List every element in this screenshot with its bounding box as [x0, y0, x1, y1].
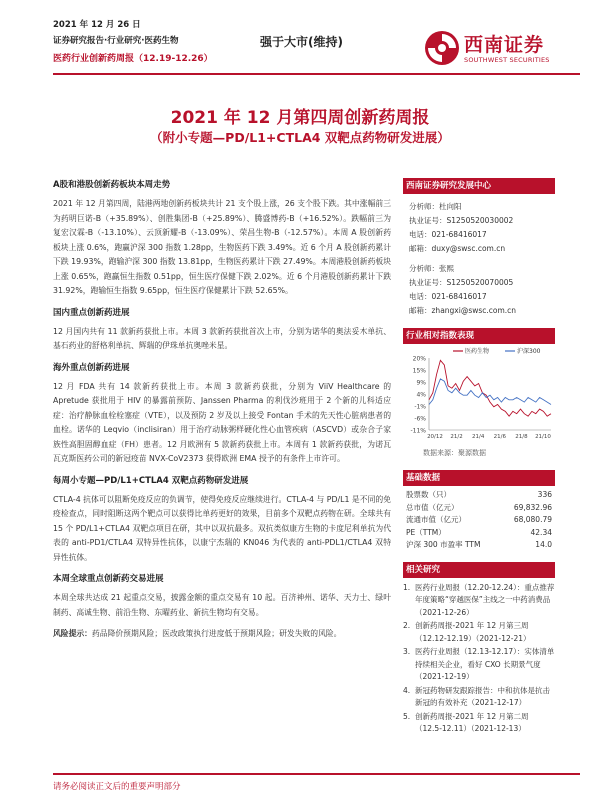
analyst-card: [403, 262, 555, 318]
analyst-cert: 执业证号：S1250520070005: [409, 278, 514, 287]
analyst-phone: 电话：021-68416017: [409, 292, 487, 301]
legend-label: 医药生物: [465, 348, 490, 355]
y-tick-label: 20%: [412, 355, 426, 363]
y-tick-label: 9%: [416, 379, 426, 387]
related-list: [403, 582, 555, 736]
stats-row: [406, 514, 555, 527]
stats-label: PE（TTM）: [406, 527, 446, 537]
report-subtitle: （附小专题—PD/L1+CTLA4 双靶点药物研发进展）: [150, 130, 450, 145]
legend-label: 沪深300: [517, 348, 541, 355]
report-title: 2021 年 12 月第四周创新药周报: [170, 108, 430, 128]
risk-label: 风险提示：: [53, 629, 92, 638]
main-content: [53, 178, 391, 649]
section-paragraph: 12 月 FDA 共有 14 款新药获批上市。本周 3 款新药获批，分别为 ViiV Healthcare 的 Apretude 获批用于 HIV 的暴露前预防、Janssen Pharma 的利伐沙班用于 2 个新的儿科适应症：治疗静脉血栓栓塞症（VTE），以及预防 2 岁及以上接受 Fontan 手术的先天性心脏病患者的血栓。诺华的 Leqvio（inclisiran）用于治疗动脉粥样硬化性心血管疾病（ASCVD）或杂合子家族性高胆固醇血症（FH）患者。12 月欧洲有 5 款新药获批上市。本周有 1 款新药获批，为诺瓦瓦克斯医药公司的新冠疫苗 NVX-CoV2373 获得欧洲 EMA 授予的有条件上市许可。: [53, 381, 391, 463]
stats-value: 42.34: [530, 527, 552, 537]
stats-row: [406, 539, 555, 552]
related-item[interactable]: 1. 医药行业周报（12.20-12.24）：重点推荐年度策略“穿越医保”主线之一中药消费品（2021-12-26）: [403, 582, 555, 617]
analyst-email[interactable]: 邮箱：zhangxi@swsc.com.cn: [409, 306, 517, 315]
footer-disclaimer: 请务必阅读正文后的重要声明部分: [53, 782, 181, 792]
section-paragraph: 本周全球共达成 21 起重点交易，披露金额的重点交易有 10 起。百济神州、诺华、天力士、绿叶制药、高诚生物、前沿生物、东曜药业、新抗生物均有交易。: [53, 593, 391, 617]
report-series: 医药行业创新药周报（12.19-12.26）: [53, 54, 213, 64]
analyst-name: 分析师：杜向阳: [409, 202, 462, 211]
stats-heading: 基础数据: [403, 470, 555, 486]
logo-text: 西南证券: [464, 34, 545, 56]
y-tick-label: -1%: [414, 403, 426, 411]
section-paragraph: 2021 年 12 月第四周，陆港两地创新药板块共计 21 支个股上涨，26 支个股下跌。其中涨幅前三为药明巨诺-B（+35.89%）、创胜集团-B（+25.89%）、腾盛博药-B（+16.52%）。跌幅前三为复宏汉霖-B（-13.10%）、云顶新耀-B（-13.09%）、荣昌生物-B（-12.57%）。本周 A 股创新药板块上涨 0.6%，跑赢沪深 300 指数 1.28pp，生物医药下跌 3.49%。近 6 个月 A 股创新药累计下跌 19.93%，跑输沪深 300 指数 13.81pp，生物医药累计下跌 27.49%。本周港股创新药板块上涨 0.65%，跑赢恒生指数 0.51pp，恒生医疗保健下跌 2.02%。近 6 个月港股创新药累计下跌 31.92%，跑输恒生指数 9.65pp，恒生医疗保健累计下跌 52.65%。: [53, 199, 391, 295]
report-category: 证券研究报告·行业研究·医药生物: [53, 36, 179, 46]
chart-heading: 行业相对指数表现: [403, 328, 555, 344]
stats-label: 总市值（亿元）: [406, 502, 459, 512]
y-tick-label: 15%: [412, 367, 426, 375]
stats-value: 68,080.79: [513, 515, 552, 524]
analyst-heading: 西南证券研究发展中心: [403, 178, 555, 194]
y-tick-label: -6%: [414, 415, 426, 423]
stats-label: 沪深 300 市盈率 TTM: [406, 540, 481, 549]
logo-text-en: SOUTHWEST SECURITIES: [464, 56, 550, 64]
analyst-name: 分析师：张熙: [409, 264, 454, 273]
related-item[interactable]: 4. 新冠药物研发跟踪报告：中和抗体是抗击新冠的有效补充（2021-12-17）: [403, 685, 550, 707]
stats-value: 336: [537, 490, 552, 499]
risk-text: 药品降价预期风险；医改政策执行进度低于预期风险；研发失败的风险。: [91, 629, 342, 638]
stats-row: [406, 527, 555, 540]
rating: 强于大市(维持): [260, 35, 343, 49]
section-heading: 每周小专题—PD/L1+CTLA4 双靶点药物研发进展: [53, 475, 249, 486]
stats-row: [406, 502, 555, 515]
x-tick-label: 21/10: [535, 434, 551, 440]
chart-source: 数据来源：聚源数据: [423, 449, 486, 457]
x-tick-label: 21/2: [450, 434, 463, 440]
footer-divider: [53, 773, 580, 775]
risk-warning: [53, 627, 391, 642]
logo-emblem-icon: [424, 30, 460, 66]
stats-value: 69,832.96: [513, 502, 552, 512]
index-chart: [403, 346, 555, 446]
stats-table: [403, 489, 555, 552]
stats-row: [406, 489, 555, 502]
analyst-email[interactable]: 邮箱：duxy@swsc.com.cn: [409, 244, 506, 253]
analyst-phone: 电话：021-68416017: [409, 230, 487, 239]
section-heading: 海外重点创新药进展: [53, 362, 130, 373]
report-date: 2021 年 12 月 26 日: [53, 20, 141, 30]
section-heading: 国内重点创新药进展: [53, 307, 130, 318]
related-heading: 相关研究: [403, 562, 555, 578]
analyst-card: [403, 200, 555, 256]
company-logo: [424, 26, 574, 70]
section-paragraph: 12 月国内共有 11 款新药获批上市。本周 3 款新药获批首次上市，分别为诺华的奥法妥木单抗、基石药业的舒格利单抗、辉瑞的伊珠单抗奥唑米星。: [53, 326, 391, 350]
analyst-cert: 执业证号：S1250520030002: [409, 216, 514, 225]
y-tick-label: 4%: [416, 391, 426, 399]
x-tick-label: 21/8: [515, 434, 528, 440]
x-tick-label: 21/6: [493, 434, 506, 440]
related-item[interactable]: 3. 医药行业周报（12.13-12.17）：实体清单持续相关企业，看好 CXO 长期景气度（2021-12-19）: [403, 647, 555, 681]
x-tick-label: 20/12: [427, 434, 443, 440]
section-heading: 本周全球重点创新药交易进展: [53, 574, 164, 584]
sidebar: [403, 178, 555, 737]
x-tick-label: 21/4: [472, 434, 485, 440]
related-item[interactable]: 5. 创新药周报-2021 年 12 月第二周（12.5-12.11）（2021-12-13）: [403, 711, 529, 733]
stats-label: 流通市值（亿元）: [406, 515, 466, 524]
header-divider: [53, 73, 580, 75]
section-paragraph: CTLA-4 抗体可以阻断免疫反应的负调节，使得免疫反应继续进行。CTLA-4 与 PD/L1 是不同的免疫检查点，同时阻断这两个靶点可以获得比单药更好的效果，目前多个双靶点药物在研。全球共有 15 个 PD/L1+CTLA4 双靶点项目在研，其中以双抗最多。双抗类似康方生物的卡度尼利单抗为代表的 anti-PD1/CTLA4 双特异性抗体，以康宁杰瑞的 KN046 为代表的 anti-PDL1/CTLA4 双特异性抗体。: [53, 494, 391, 562]
stats-label: 股票数（只）: [406, 490, 451, 499]
related-item[interactable]: 2. 创新药周报-2021 年 12 月第三周（12.12-12.19）（2021-12-21）: [403, 621, 531, 643]
stats-value: 14.0: [535, 540, 552, 549]
y-tick-label: -11%: [410, 427, 426, 435]
section-heading: A股和港股创新药板块本周走势: [53, 180, 171, 190]
